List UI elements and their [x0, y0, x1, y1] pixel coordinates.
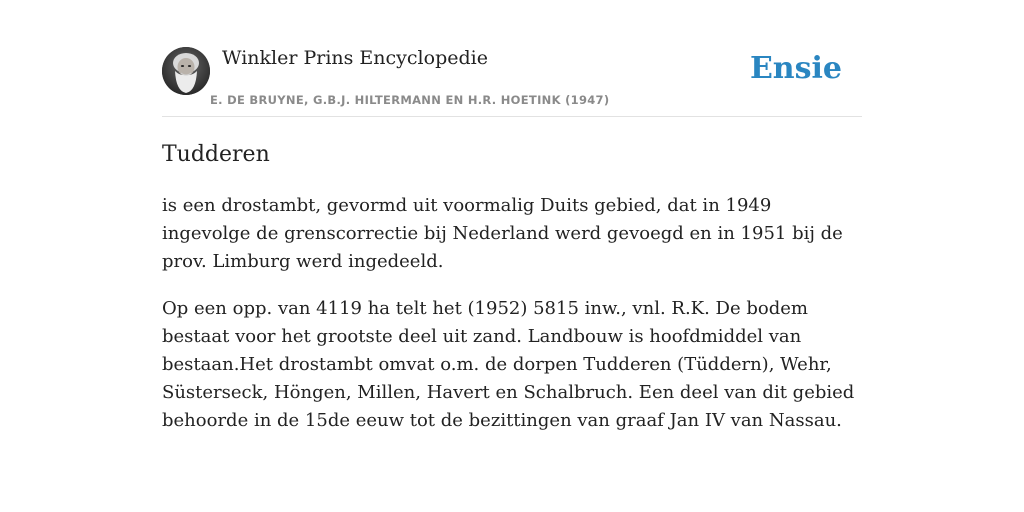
ensie-logo-link[interactable]: Ensie [749, 51, 842, 86]
book-authors: E. DE BRUYNE, G.B.J. HILTERMANN EN H.R. HOETINK (1947) [210, 93, 610, 107]
author-avatar[interactable] [162, 47, 210, 95]
entry-paragraph: Op een opp. van 4119 ha telt het (1952) 5815 inw., vnl. R.K. De bodem bestaat voor het grootste deel uit zand. Landbouw is hoofdmiddel van bestaan.Het drostambt omvat o.m. de dorpen Tudderen (Tüddern), Wehr, Süsterseck, Höngen, Millen, Havert en Schalbruch. Een deel van dit gebied behoorde in de 15de eeuw tot de bezittingen van graaf Jan IV van Nassau. [162, 298, 855, 431]
portrait-icon [162, 47, 210, 95]
entry-title: Tudderen [162, 142, 270, 167]
book-title[interactable]: Winkler Prins Encyclopedie [222, 47, 488, 69]
book-header [162, 46, 862, 117]
entry-body [162, 192, 862, 454]
entry-paragraph: is een drostambt, gevormd uit voormalig Duits gebied, dat in 1949 ingevolge de grenscorrectie bij Nederland werd gevoegd en in 1951 bij de prov. Limburg werd ingedeeld. [162, 195, 843, 272]
